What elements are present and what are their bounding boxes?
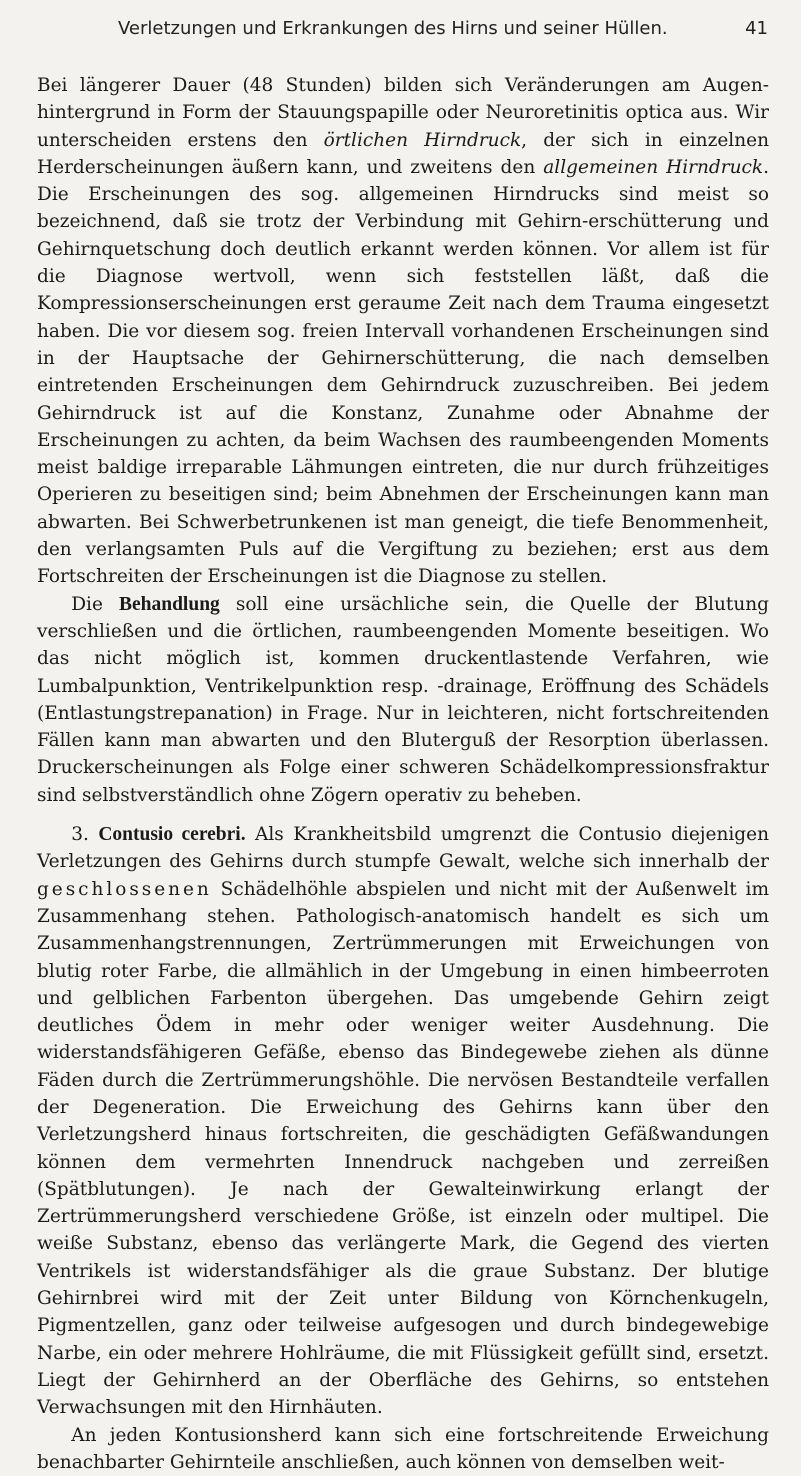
- page-number: 41: [745, 18, 768, 39]
- section-heading: Behandlung: [118, 593, 220, 615]
- text-run: Als Krankheitsbild umgrenzt die Contusio diejenigen Verletzungen des Gehirns durch stumpfe Gewalt, welche sich innerhalb der: [37, 824, 769, 873]
- paragraph-behandlung: [37, 591, 769, 809]
- text-run: , der sich in einzelnen Herderscheinungen äußern kann, und zweitens den: [37, 129, 769, 178]
- text-run: An jeden Kontusionsherd kann sich eine fortschreitende Erweichung benachbarter Gehirnteile anschließen, auch können von demselben weit-: [37, 1424, 769, 1473]
- emphasis-term: allgemeinen Hirndruck: [543, 156, 764, 178]
- text-run: soll eine ursächliche sein, die Quelle der Blutung verschließen und die örtlichen, raumbeengenden Momente beseitigen. Wo das nicht möglich ist, kommen druckentlastende Verfahren, wie Lumbalpunktion, Ventrikelpunktion resp. -drainage, Eröffnung des Schädels (Entlastungstrepanation) in Frage. Nur in leichteren, nicht fortschreitenden Fällen kann man abwarten und den Bluterguß der Resorption überlassen. Druckerscheinungen als Folge einer schweren Schädelkompressionsfraktur sind selbstverständlich ohne Zögern operativ zu beheben.: [37, 593, 769, 806]
- text-run: . Die Erscheinungen des sog. allgemeinen Hirndrucks sind meist so bezeichnend, daß sie trotz der Verbindung mit Gehirn-erschütterung und Gehirnquetschung doch deutlich erkannt werden können. Vor allem ist für die Diagnose wertvoll, wenn sich feststellen läßt, daß die Kompressionserscheinungen erst geraume Zeit nach dem Trauma eingesetzt haben. Die vor diesem sog. freien Intervall vorhandenen Erscheinungen sind in der Hauptsache der Gehirnerschütterung, die nach demselben eintretenden Erscheinungen dem Gehirndruck zuzuschreiben. Bei jedem Gehirndruck ist auf die Konstanz, Zunahme oder Abnahme der Erscheinungen zu achten, da beim Wachsen des raumbeengenden Moments meist baldige irreparable Lähmungen eintreten, die nur durch frühzeitiges Operieren zu beseitigen sind; beim Abnehmen der Erscheinungen kann man abwarten. Bei Schwerbetrunkenen ist man geneigt, die tiefe Benommenheit, den verlangsamten Puls auf die Vergiftung zu beziehen; erst aus dem Fortschreiten der Erscheinungen ist die Diagnose zu stellen.: [37, 156, 769, 588]
- text-run: 3.: [71, 824, 99, 846]
- paragraph-hirndruck: [37, 72, 769, 591]
- text-run: Die: [71, 593, 119, 615]
- spaced-emphasis: geschlossenen: [37, 878, 212, 900]
- text-run: Bei längerer Dauer (48 Stunden) bilden sich Veränderungen am Augen-hintergrund in Form der Stauungspapille oder Neuroretinitis optica aus. Wir unterscheiden erstens den: [37, 75, 769, 151]
- paragraph-kontusionsherd: [37, 1422, 769, 1476]
- text-run: Schädelhöhle abspielen und nicht mit der Außenwelt im Zusammenhang stehen. Pathologisch-anatomisch handelt es sich um Zusammenhangstrennungen, Zertrümmerungen mit Erweichungen von blutig roter Farbe, die allmählich in der Umgebung in einen himbeerroten und gelblichen Farbenton übergehen. Das umgebende Gehirn zeigt deutliches Ödem in mehr oder weniger weiter Ausdehnung. Die widerstandsfähigeren Gefäße, ebenso das Bindegewebe ziehen als dünne Fäden durch die Zertrümmerungshöhle. Die nervösen Bestandteile verfallen der Degeneration. Die Erweichung des Gehirns kann über den Verletzungsherd hinaus fortschreiten, die geschädigten Gefäßwandungen können dem vermehrten Innendruck nachgeben und zerreißen (Spätblutungen). Je nach der Gewalteinwirkung erlangt der Zertrümmerungsherd verschiedene Größe, ist einzeln oder multipel. Die weiße Substanz, ebenso das verlängerte Mark, die Gegend des vierten Ventrikels ist widerstandsfähiger als die graue Substanz. Der blutige Gehirnbrei wird mit der Zeit unter Bildung von Körnchenkugeln, Pigmentzellen, ganz oder teilweise aufgesogen und durch bindegewebige Narbe, ein oder mehrere Hohlräume, die mit Flüssigkeit gefüllt sind, ersetzt. Liegt der Gehirnherd an der Oberfläche des Gehirns, so entstehen Verwachsungen mit den Hirnhäuten.: [37, 878, 769, 1419]
- running-head-title: Verletzungen und Erkrankungen des Hirns und seiner Hüllen.: [118, 18, 668, 39]
- paragraph-contusio-cerebri: [37, 821, 769, 1422]
- emphasis-term: örtlichen Hirndruck: [323, 129, 522, 151]
- body-text: [37, 72, 769, 1476]
- section-heading: Contusio cerebri.: [98, 824, 246, 846]
- running-head: [118, 14, 768, 44]
